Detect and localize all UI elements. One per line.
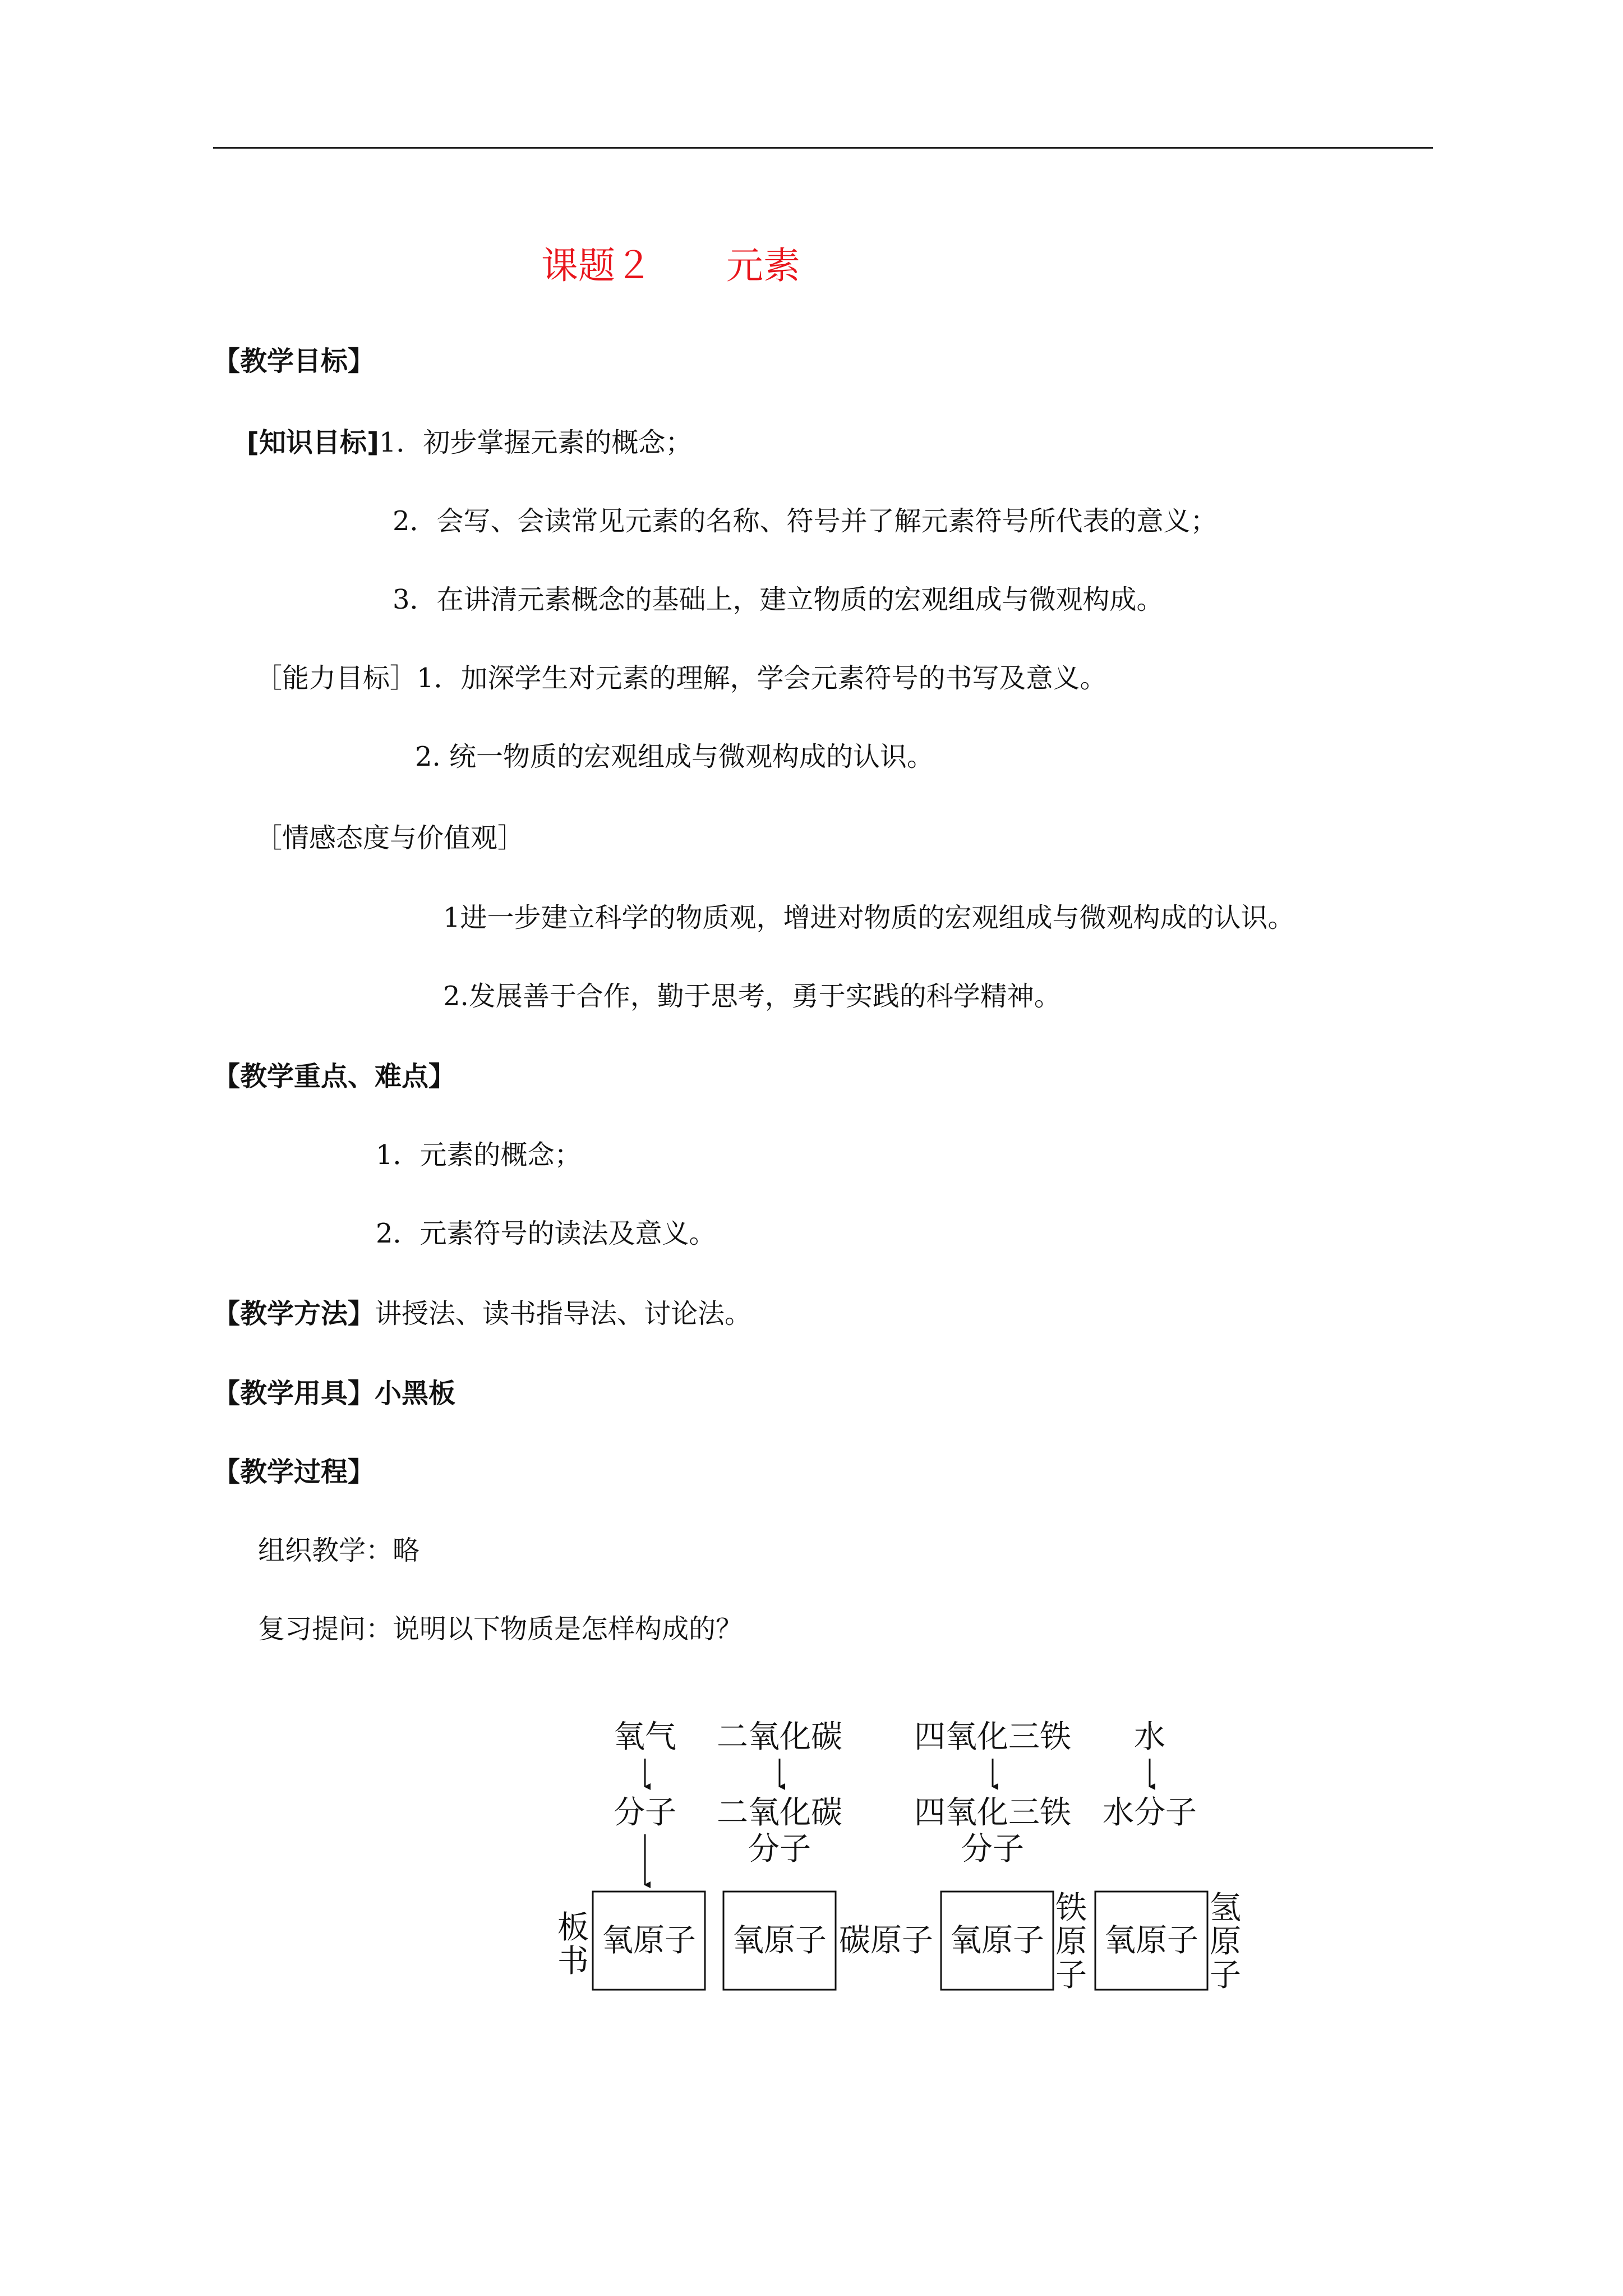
method-heading: 【教学方法】	[213, 1298, 375, 1329]
key-item-1: 1．元素的概念；	[376, 1139, 582, 1171]
carbon-atom-label: 碳原子	[839, 1922, 933, 1959]
molecule-fe3o4-name: 四氧化三铁	[914, 1795, 1071, 1831]
knowledge-item-3: 3．在讲清元素概念的基础上，建立物质的宏观组成与微观构成。	[393, 584, 1164, 615]
key-item-2: 2．元素符号的读法及意义。	[376, 1218, 716, 1249]
hydrogen-atom-char-3: 子	[1210, 1957, 1241, 1994]
molecule-fe3o4-label: 分子	[961, 1831, 1024, 1867]
board-label-2: 书	[557, 1943, 589, 1980]
knowledge-item-2: 2．会写、会读常见元素的名称、符号并了解元素符号所代表的意义；	[393, 505, 1218, 537]
emotion-heading: ［情感态度与价值观］	[255, 822, 525, 854]
ability-item-1: ［能力目标］1．加深学生对元素的理解，学会元素符号的书写及意义。	[255, 662, 1107, 694]
process-heading: 【教学过程】	[213, 1456, 375, 1488]
molecule-co2-label: 分子	[748, 1831, 811, 1867]
emotion-item-1: 1进一步建立科学的物质观，增进对物质的宏观组成与微观构成的认识。	[443, 902, 1295, 933]
key-heading: 【教学重点、难点】	[213, 1061, 456, 1092]
atom-box-3-label: 氧原子	[950, 1922, 1044, 1959]
molecule-water: 水分子	[1103, 1795, 1197, 1831]
goals-heading: 【教学目标】	[213, 346, 375, 377]
method-text: 讲授法、读书指导法、讨论法。	[375, 1298, 752, 1329]
molecule-label: 分子	[614, 1795, 676, 1831]
knowledge-item-1: 1．初步掌握元素的概念；	[379, 427, 693, 458]
organize-line: 组织教学：略	[258, 1535, 420, 1566]
hydrogen-atom-char-1: 氢	[1210, 1890, 1241, 1926]
knowledge-label: [知识目标]	[247, 427, 379, 458]
ability-item-2: 2. 统一物质的宏观组成与微观构成的认识。	[415, 741, 934, 772]
tools-heading: 【教学用具】小黑板	[213, 1378, 456, 1409]
atom-box-2-label: 氧原子	[732, 1922, 827, 1959]
substance-oxygen: 氧气	[614, 1719, 676, 1755]
iron-atom-char-2: 原	[1055, 1924, 1087, 1960]
substance-water: 水	[1134, 1719, 1165, 1755]
board-label-1: 板	[557, 1910, 589, 1946]
hydrogen-atom-char-2: 原	[1210, 1924, 1241, 1960]
atom-box-1-label: 氧原子	[602, 1922, 696, 1959]
substance-fe3o4: 四氧化三铁	[914, 1719, 1071, 1755]
emotion-item-2: 2.发展善于合作，勤于思考，勇于实践的科学精神。	[443, 981, 1061, 1012]
lesson-title: 课题２ 元素	[541, 244, 800, 287]
substance-co2: 二氧化碳	[717, 1719, 842, 1755]
atom-box-4-label: 氧原子	[1104, 1922, 1198, 1959]
iron-atom-char-1: 铁	[1055, 1890, 1087, 1926]
molecule-co2-name: 二氧化碳	[717, 1795, 842, 1831]
iron-atom-char-3: 子	[1055, 1957, 1087, 1994]
review-line: 复习提问：说明以下物质是怎样构成的？	[258, 1613, 743, 1645]
